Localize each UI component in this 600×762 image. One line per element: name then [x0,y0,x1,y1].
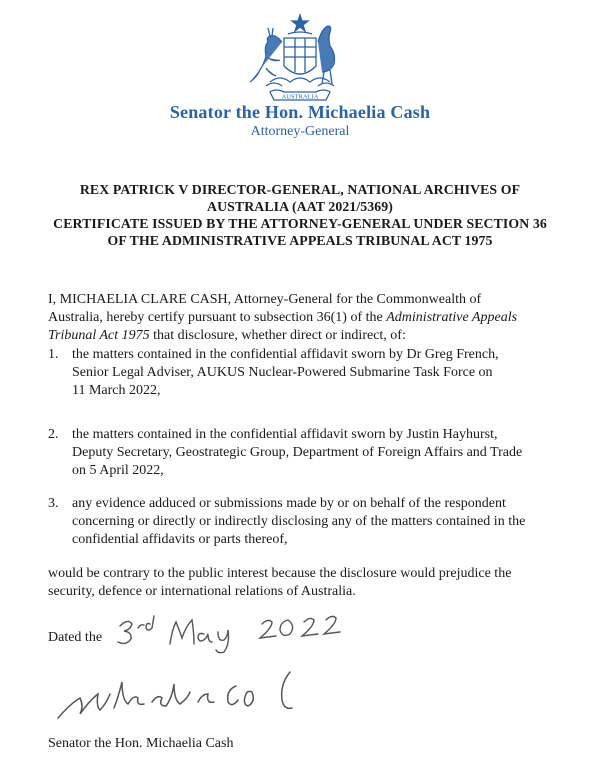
heading-line: AUSTRALIA (AAT 2021/5369) [207,199,393,214]
act-title-italic: Tribunal Act 1975 [48,328,150,343]
list-item-number: 3. [48,496,59,511]
handwritten-date-text: 3rd May 2022 [112,653,118,654]
certification-intro [48,291,578,345]
certification-conclusion [48,565,578,601]
intro-line [48,309,578,327]
intro-line: I, MICHAELIA CLARE CASH, Attorney-General for the Commonwealth of [48,292,482,307]
sender-name: Senator the Hon. Michaelia Cash [169,102,431,122]
list-item-line: the matters contained in the confidential affidavit sworn by Dr Greg French, [72,347,499,362]
list-item-line: confidential affidavits or parts thereof, [72,532,288,547]
intro-text: Australia, hereby certify pursuant to subsection 36(1) of the [48,310,387,325]
list-item-line: any evidence adduced or submissions made by or on behalf of the respondent [72,496,506,511]
intro-text: that disclosure, whether direct or indirect, of: [149,328,406,343]
conclusion-line: would be contrary to the public interest because the disclosure would prejudice the [48,566,512,581]
signature-image [40,664,340,724]
list-item-line: Deputy Secretary, Geostrategic Group, Department of Foreign Affairs and Trade [72,445,523,460]
heading-line: CERTIFICATE ISSUED BY THE ATTORNEY-GENERAL UNDER SECTION 36 [53,216,547,231]
heading-line: OF THE ADMINISTRATIVE APPEALS TRIBUNAL ACT 1975 [107,233,493,248]
conclusion-line: security, defence or international relations of Australia. [48,584,356,599]
signatory-name: Senator the Hon. Michaelia Cash [48,736,234,751]
crest-scroll-text: AUSTRALIA [281,93,319,101]
list-item-number: 1. [48,347,59,362]
list-item-line: concerning or directly or indirectly disclosing any of the matters contained in the [72,514,526,529]
sender-title: Attorney-General [250,124,350,139]
list-item-line: the matters contained in the confidential affidavit sworn by Justin Hayhurst, [72,427,498,442]
list-item-line: Senior Legal Adviser, AUKUS Nuclear-Powered Submarine Task Force on [72,365,493,380]
handwritten-date [112,604,352,654]
list-item-line: 11 March 2022, [72,383,161,398]
coat-of-arms-crest-icon [240,12,360,104]
intro-line [48,327,578,345]
list-item-number: 2. [48,427,59,442]
act-title-italic: Administrative Appeals [386,310,518,325]
document-heading [30,181,570,249]
heading-line: REX PATRICK V DIRECTOR-GENERAL, NATIONAL ARCHIVES OF [79,182,521,197]
dated-label: Dated the [48,630,103,645]
list-item-line: on 5 April 2022, [72,463,164,478]
